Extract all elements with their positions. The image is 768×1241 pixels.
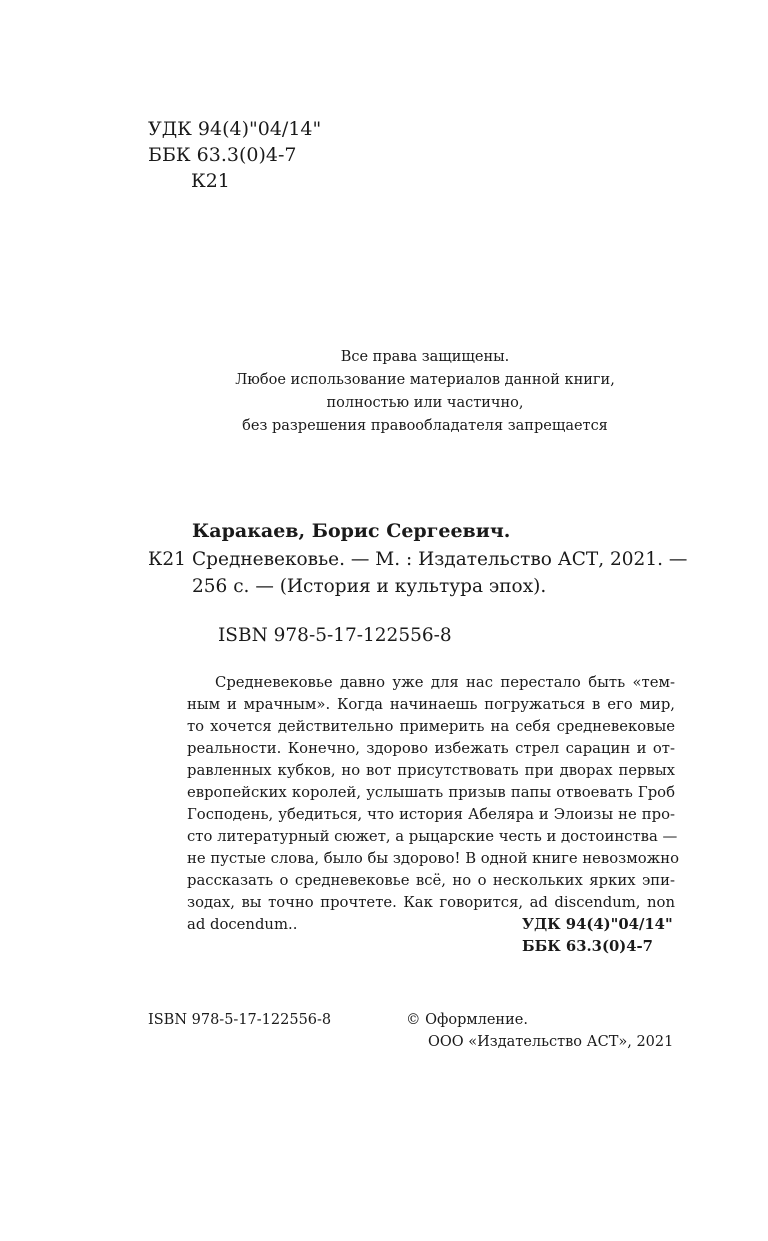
annotation bbox=[187, 672, 680, 936]
bib-author-mark: К21 bbox=[148, 549, 186, 570]
annotation-line: сто литературный сюжет, а рыцарские честь и достоинства — bbox=[187, 828, 678, 845]
author-name: Каракаев, Борис Сергеевич. bbox=[192, 520, 511, 542]
annotation-line: равленных кубков, но вот присутствовать при дворах первых bbox=[187, 762, 675, 779]
copyright-line: © Оформление. bbox=[406, 1012, 528, 1028]
bib-title-line: Средневековье. — М. : Издательство АСТ, 2021. — bbox=[192, 549, 688, 570]
bib-series-line: 256 с. — (История и культура эпох). bbox=[192, 576, 547, 597]
annotation-line: то хочется действительно примерить на себя средневековые bbox=[187, 718, 675, 735]
rights-line: полностью или частично, bbox=[326, 395, 524, 411]
copyright-publisher: ООО «Издательство АСТ», 2021 bbox=[428, 1034, 674, 1050]
annotation-line: ным и мрачным». Когда начинаешь погружаться в его мир, bbox=[187, 696, 675, 713]
annotation-line: реальности. Конечно, здорово избежать стрел сарацин и от- bbox=[187, 740, 675, 757]
author-mark: К21 bbox=[191, 170, 230, 192]
annotation-line: рассказать о средневековье всё, но о нескольких ярких эпи- bbox=[187, 872, 675, 889]
annotation-bbk: ББК 63.3(0)4-7 bbox=[522, 938, 653, 955]
rights-notice bbox=[150, 346, 700, 438]
rights-line: без разрешения правообладателя запрещается bbox=[242, 418, 608, 434]
annotation-line: зодах, вы точно прочтете. Как говорится, ad discendum, non bbox=[187, 894, 675, 911]
bbk-code: ББК 63.3(0)4-7 bbox=[148, 144, 297, 166]
rights-line: Любое использование материалов данной книги, bbox=[235, 372, 615, 388]
annotation-line: Господень, убедиться, что история Абеляра и Элоизы не про- bbox=[187, 806, 675, 823]
annotation-line: европейских королей, услышать призыв папы отвоевать Гроб bbox=[187, 784, 675, 801]
rights-line: Все права защищены. bbox=[340, 349, 510, 365]
isbn-main: ISBN 978-5-17-122556-8 bbox=[218, 625, 452, 646]
annotation-udk: УДК 94(4)"04/14" bbox=[522, 916, 673, 933]
annotation-line: Средневековье давно уже для нас перестало быть «тем- bbox=[215, 674, 675, 691]
footer-isbn: ISBN 978-5-17-122556-8 bbox=[148, 1012, 332, 1028]
udk-code: УДК 94(4)"04/14" bbox=[148, 118, 322, 140]
annotation-line: ad docendum.. bbox=[187, 916, 298, 933]
annotation-line: не пустые слова, было бы здорово! В одной книге невозможно bbox=[187, 850, 680, 867]
